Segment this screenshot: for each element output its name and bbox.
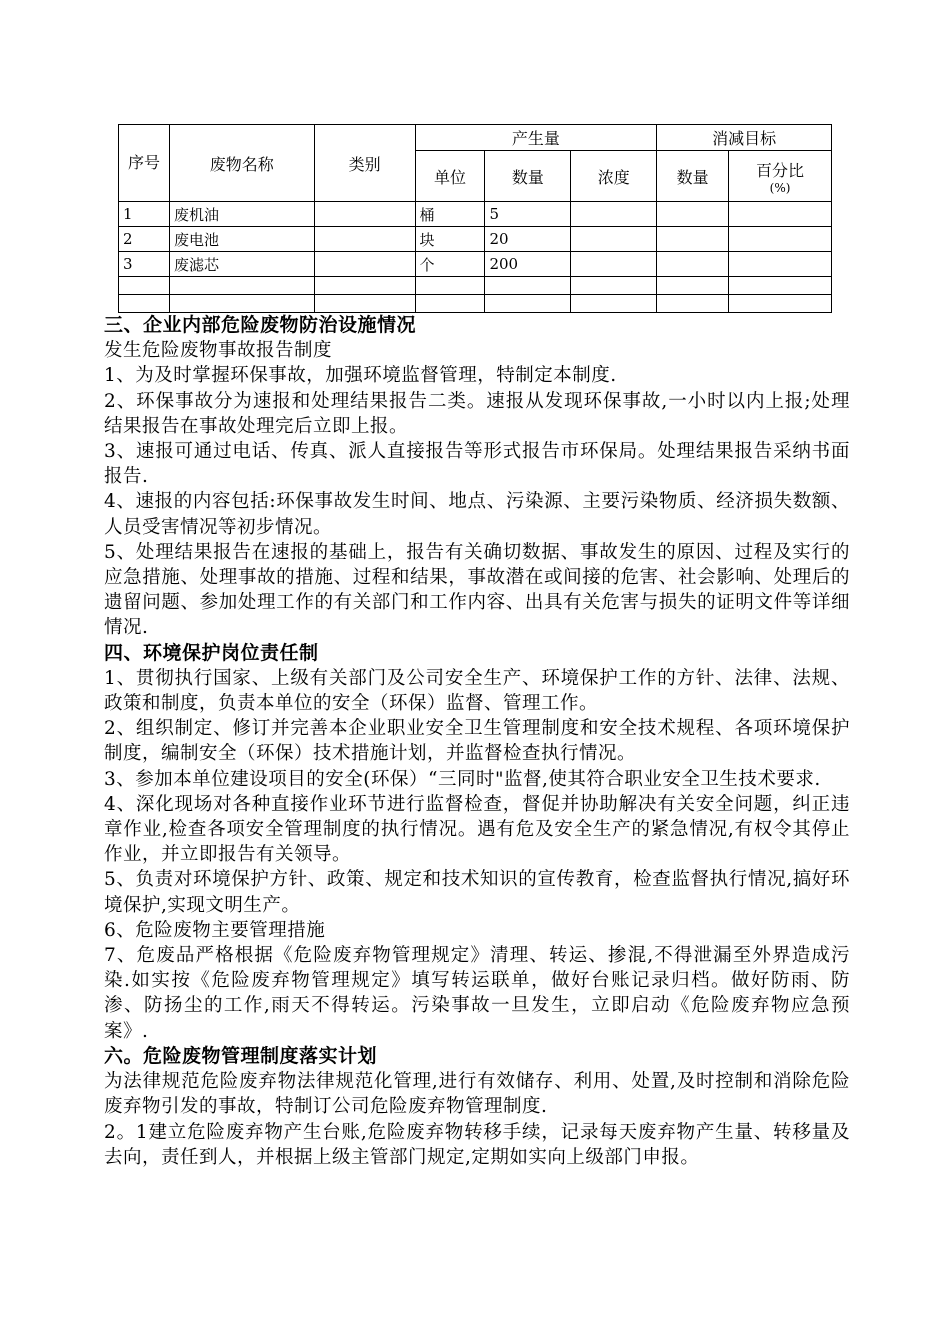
header-percent-cell xyxy=(729,151,832,202)
header-qty: 数量 xyxy=(485,151,571,202)
cell-name: 废滤芯 xyxy=(169,252,314,277)
cell-seq: 2 xyxy=(119,227,170,252)
cell-qty: 5 xyxy=(485,202,571,227)
waste-table xyxy=(118,124,832,313)
cell-name: 废电池 xyxy=(169,227,314,252)
cell-percent xyxy=(729,252,832,277)
paragraph: 2、环保事故分为速报和处理结果报告二类。速报从发现环保事故,一小时以内上报;处理结果报告在事故处理完后立即上报。 xyxy=(104,390,850,437)
section-4-heading: 四、环境保护岗位责任制 xyxy=(104,641,319,664)
cell-category xyxy=(314,202,415,227)
table-row-empty xyxy=(119,277,832,295)
table-header-row xyxy=(119,125,832,151)
table-row xyxy=(119,202,832,227)
header-percent-unit: (%) xyxy=(769,180,791,195)
header-seq: 序号 xyxy=(119,125,170,202)
paragraph: 2。1建立危险废弃物产生台账,危险废弃物转移手续，记录每天废弃物产生量、转移量及去向，责任到人，并根据上级主管部门规定,定期如实向上级部门申报。 xyxy=(104,1121,850,1168)
paragraph: 7、危废品严格根据《危险废弃物管理规定》清理、转运、掺混,不得泄漏至外界造成污染.如实按《危险废弃物管理规定》填写转运联单，做好台账记录归档。做好防雨、防渗、防扬尘的工作,雨天不得转运。污染事故一旦发生，立即启动《危险废弃物应急预案》. xyxy=(104,945,850,1042)
paragraph: 5、负责对环境保护方针、政策、规定和技术知识的宣传教育，检查监督执行情况,搞好环境保护,实现文明生产。 xyxy=(104,869,850,916)
section-3-subtitle: 发生危险废物事故报告制度 xyxy=(104,340,333,362)
cell-category xyxy=(314,252,415,277)
header-percent: 百分比 xyxy=(756,160,805,180)
cell-seq: 3 xyxy=(119,252,170,277)
cell-percent xyxy=(729,202,832,227)
cell-name: 废机油 xyxy=(169,202,314,227)
section-3-heading: 三、企业内部危险废物防治设施情况 xyxy=(104,314,417,336)
paragraph: 4、深化现场对各种直接作业环节进行监督检查，督促并协助解决有关安全问题，纠正违章作业,检查各项安全管理制度的执行情况。遇有危及安全生产的紧急情况,有权令其停止作业，并立即报告有关领导。 xyxy=(104,793,850,866)
cell-category xyxy=(314,227,415,252)
header-unit: 单位 xyxy=(415,151,485,202)
paragraph: 6、危险废物主要管理措施 xyxy=(104,919,326,941)
section-6-heading: 六。危险废物管理制度落实计划 xyxy=(104,1044,378,1067)
document-body xyxy=(104,313,850,1170)
cell-qty: 20 xyxy=(485,227,571,252)
table-row xyxy=(119,227,832,252)
paragraph: 5、处理结果报告在速报的基础上，报告有关确切数据、事故发生的原因、过程及实行的应急措施、处理事故的措施、过程和结果，事故潜在或间接的危害、社会影响、处理后的遗留问题、参加处理工作的有关部门和工作内容、出具有关危害与损失的证明文件等详细情况. xyxy=(104,541,850,639)
header-name: 废物名称 xyxy=(169,125,314,202)
cell-reduce-qty xyxy=(657,252,729,277)
document-page xyxy=(104,124,850,1170)
cell-unit: 桶 xyxy=(415,202,485,227)
paragraph: 3、速报可通过电话、传真、派人直接报告等形式报告市环保局。处理结果报告采纳书面报告. xyxy=(104,441,850,488)
paragraph: 1、贯彻执行国家、上级有关部门及公司安全生产、环境保护工作的方针、法律、法规、政策和制度，负责本单位的安全（环保）监督、管理工作。 xyxy=(104,667,850,715)
paragraph: 1、为及时掌握环保事故，加强环境监督管理，特制定本制度. xyxy=(104,365,617,387)
cell-seq: 1 xyxy=(119,202,170,227)
table-row xyxy=(119,252,832,277)
header-reduce-qty: 数量 xyxy=(657,151,729,202)
header-production: 产生量 xyxy=(415,125,657,151)
table-row-empty xyxy=(119,295,832,313)
paragraph: 4、速报的内容包括:环保事故发生时间、地点、污染源、主要污染物质、经济损失数额、人员受害情况等初步情况。 xyxy=(104,491,850,538)
cell-percent xyxy=(729,227,832,252)
cell-qty: 200 xyxy=(485,252,571,277)
paragraph: 2、组织制定、修订并完善本企业职业安全卫生管理制度和安全技术规程、各项环境保护制度，编制安全（环保）技术措施计划，并监督检查执行情况。 xyxy=(104,718,850,765)
cell-concentration xyxy=(571,202,657,227)
cell-unit: 个 xyxy=(415,252,485,277)
header-concentration: 浓度 xyxy=(571,151,657,202)
header-reduction: 消减目标 xyxy=(657,125,832,151)
cell-reduce-qty xyxy=(657,227,729,252)
cell-concentration xyxy=(571,227,657,252)
paragraph: 为法律规范危险废弃物法律规范化管理,进行有效储存、利用、处置,及时控制和消除危险废弃物引发的事故，特制订公司危险废弃物管理制度. xyxy=(104,1071,850,1118)
header-category: 类别 xyxy=(314,125,415,202)
paragraph: 3、参加本单位建设项目的安全(环保）“三同时"监督,使其符合职业安全卫生技术要求. xyxy=(104,768,821,790)
cell-unit: 块 xyxy=(415,227,485,252)
cell-reduce-qty xyxy=(657,202,729,227)
cell-concentration xyxy=(571,252,657,277)
